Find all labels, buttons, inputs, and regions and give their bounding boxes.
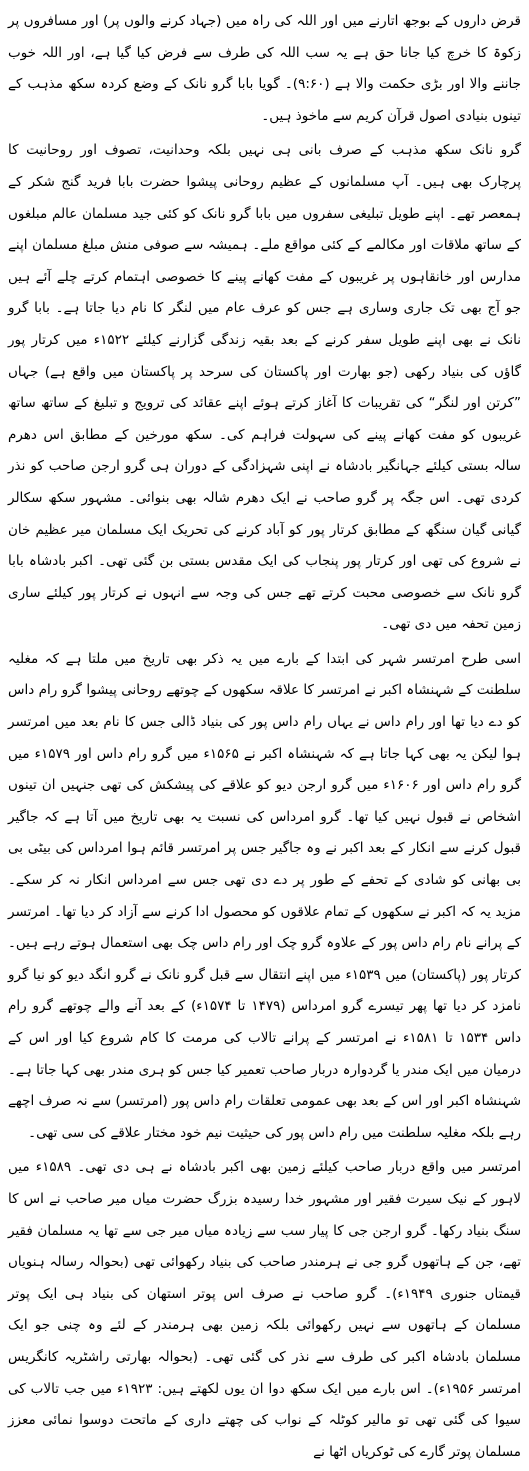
paragraph: اسی طرح امرتسر شہر کی ابتدا کے بارے میں یہ ذکر بھی تاریخ میں ملتا ہے کہ مغلیہ سلطنت کے شہنشاہ اکبر نے امرتسر کا علاقہ سکھوں کے چوتھے روحانی پیشوا گرو رام داس کو دے دیا تھا اور رام داس نے یہاں رام داس پور کی بنیاد ڈالی جس کا نام بعد میں امرتسر ہوا لیکن یہ بھی کہا جاتا ہے کہ شہنشاہ اکبر نے ۱۵۶۵ء میں گرو رام داس اور ۱۵۷۹ء میں گرو رام داس اور ۱۶۰۶ء میں گرو ارجن دیو کو علاقے کی پیشکش کی تھی جنہیں ان تینوں اشخاص نے قبول نہیں کیا تھا۔ گرو امرداس کی نسبت یہ بھی تاریخ میں آتا ہے کہ جاگیر قبول کرنے سے انکار کے بعد اکبر نے وہ جاگیر جس پر امرتسر قائم ہوا امرداس کی بیٹی بی بی بھانی کو شادی کے تحفے کے طور پر دے دی تھی جس سے امرداس انکار نہ کر سکے۔ مزید یہ کہ اکبر نے سکھوں کے تمام علاقوں کو محصول ادا کرنے سے آزاد کر دیا تھا۔ امرتسر کے پرانے نام رام داس پور کے علاوہ گرو چک اور رام داس چک بھی استعمال ہوتے رہے ہیں۔ کرتار پور (پاکستان) میں ۱۵۳۹ء میں اپنے انتقال سے قبل گرو نانک نے گرو انگد دیو کو نیا گرو نامزد کر دیا تھا پھر تیسرے گرو امرداس (۱۴۷۹ تا ۱۵۷۴ء) کے بعد آنے والے چوتھے گرو رام داس ۱۵۳۴ تا ۱۵۸۱ء نے امرتسر کے پرانے تالاب کی مرمت کا کام شروع کیا اور اس کے درمیان میں ایک مندر یا گردوارہ دربار صاحب تعمیر کیا جس کو ہری مندر بھی کہا جاتا ہے۔ شہنشاہ اکبر اور اس کے بعد بھی عمومی تعلقات رام داس پور (امرتسر) سے نہ صرف اچھے رہے بلکہ مغلیہ سلطنت میں رام داس پور کی حیثیت نیم خود مختار علاقے کی سی تھی۔ — [8, 650, 522, 1141]
paragraph: امرتسر میں واقع دربار صاحب کیلئے زمین بھی اکبر بادشاہ نے ہی دی تھی۔ ۱۵۸۹ء میں لاہور کے نیک سیرت فقیر اور مشہور خدا رسیدہ بزرگ حضرت میاں میر صاحب نے اس کا سنگ بنیاد رکھا۔ گرو ارجن جی کا پیار سب سے زیادہ میاں میر جی سے تھا یہ مسلمان فقیر تھے، جن کے ہاتھوں گرو جی نے ہرمندر صاحب کی بنیاد رکھوائی تھی (بحوالہ رسالہ ہنویاں قیمتاں جنوری ۱۹۴۹ء)۔ گرو صاحب نے صرف اس پوتر استھان کی بنیاد ہی ایک پوتر مسلمان کے ہاتھوں سے نہیں رکھوائی بلکہ زمین بھی ہرمندر کے لئے وہ چنی جو ایک مسلمان بادشاہ اکبر کی طرف سے نذر کی گئی تھی۔ (بحوالہ بھارتی راشٹریہ کانگریس امرتسر ۱۹۵۶ء)۔ اس بارے میں ایک سکھ دوا ان یوں لکھتے ہیں: ۱۹۲۳ء میں جب تالاب کی سیوا کی گئی تھی تو مالیر کوٹلہ کے نواب کی چھتے داری کے ماتحت دوسوا نمائی معزز مسلمان پوتر گارے کی ٹوکریاں اٹھا نے — [8, 1159, 521, 1460]
paragraph: قرض داروں کے بوجھ اتارنے میں اور اللہ کی راہ میں (جہاد کرنے والوں پر) اور مسافروں پر زکوۃ کا خرچ کیا جانا حق ہے یہ سب اللہ کی طرف سے فرض کیا گیا ہے، اور اللہ خوب جاننے والا اور بڑی حکمت والا ہے (۹:۶۰)۔ گویا بابا گرو نانک کے وضع کردہ سکھ مذہب کے تینوں بنیادی اصول قرآن کریم سے ماخوذ ہیں۔ — [8, 13, 521, 124]
paragraph: گرو نانک سکھ مذہب کے صرف بانی ہی نہیں بلکہ وحدانیت، تصوف اور روحانیت کا پرچارک بھی ہیں۔ آپ مسلمانوں کے عظیم روحانی پیشوا حضرت بابا فرید گنج شکر کے ہمعصر تھے۔ اپنے طویل تبلیغی سفروں میں بابا گرو نانک کو کئی جید مسلمان عالم مبلغوں کے ساتھ ملاقات اور مکالمے کے کئی مواقع ملے۔ ہمیشہ سے صوفی منش مبلغ مسلمان اپنے مدارس اور خانقاہوں پر غریبوں کے مفت کھانے پینے کا خصوصی اہتمام کرتے چلے آئے ہیں جو آج بھی تک جاری وساری ہے جس کو عرف عام میں لنگر کا نام دیا جاتا ہے۔ بابا گرو نانک نے بھی اپنے طویل سفر کرنے کے بعد بقیہ زندگی گزارنے کیلئے ۱۵۲۲ء میں کرتار پور گاؤں کی بنیاد رکھی (جو بھارت اور پاکستان کی سرحد پر پاکستان میں واقع ہے) جہاں ”کرتن اور لنگر“ کی تقریبات کا آغاز کرتے ہوئے اپنے عقائد کی ترویج و تبلیغ کے ساتھ ساتھ غریبوں کو مفت کھانے پینے کی سہولت فراہم کی۔ سکھ مورخین کے مطابق اس دھرم سالہ بستی کیلئے جہانگیر بادشاہ نے اپنی شہزادگی کے دوران ہی گرو ارجن صاحب کو نذر کردی تھی۔ اس جگہ پر گرو صاحب نے ایک دھرم شالہ بھی بنوائی۔ مشہور سکھ سکالر گیانی گیان سنگھ کے مطابق کرتار پور کو آباد کرنے کی تحریک ایک مسلمان میر عظیم خان نے شروع کی تھی اور کرتار پور پنجاب کی ایک مقدس بستی بن گئی تھی۔ اکبر بادشاہ بابا گرو نانک سے خصوصی محبت کرتے تھے جس کی وجہ سے انہوں نے کرتار پور کیلئے ساری زمین تحفہ میں دی تھی۔ — [8, 142, 521, 633]
document-body — [8, 6, 521, 1471]
